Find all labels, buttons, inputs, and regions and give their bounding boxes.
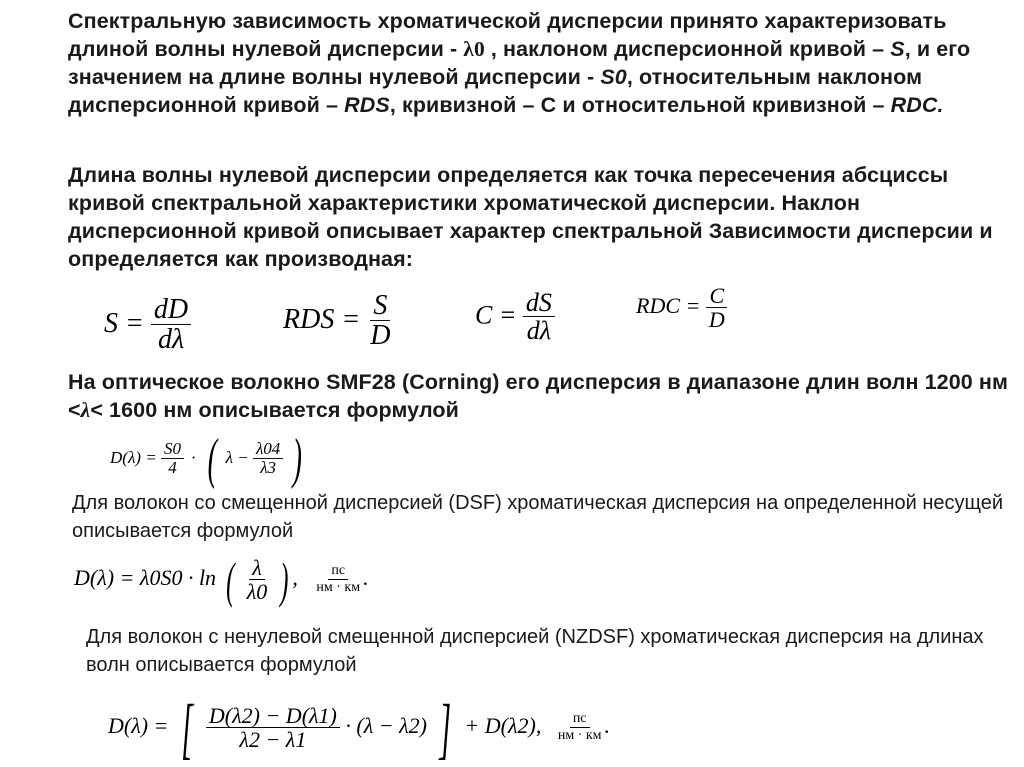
slope-symbol: S (890, 37, 905, 61)
formula-dsf-unit-num: пс (328, 564, 348, 580)
dsf-paragraph: Для волокон со смещенной дисперсией (DSF) хроматическая дисперсия на определенной несущей описывается формулой (72, 492, 1004, 542)
formula-slope-num: dD (151, 295, 191, 325)
rdc-symbol: RDC. (890, 93, 944, 117)
formula-nzdsf-mid: · (λ − λ2) (345, 713, 427, 739)
formula-smf28-mid: λ − (225, 447, 249, 467)
formula-curvature-den: dλ (526, 316, 552, 346)
formula-dsf: D(λ) = λ0S0 · ln ( $\frac{\lambda}{\lambda 0}$ ) , $\frac{пс}{нм \cdot км}$ . (74, 552, 369, 608)
intro-text-c: , и его значением на длине волны нулевой дисперсии - (68, 37, 971, 89)
formula-rdc-num: C (706, 284, 727, 308)
zero-dispersion-paragraph: Длина волны нулевой дисперсии определяется как точка пересечения абсциссы кривой спектральной характеристики хроматической дисперсии. Наклон дисперсионной кривой описывает характер спектральной Зависимости дисперсии и определяется как производная: (68, 163, 993, 271)
formula-nzdsf: D(λ) = [ $\frac{D(\lambda 2) - D(\lambda 1)}{\lambda 2 - \lambda 1}$ · (λ − λ2) ] + D(λ2), $\frac{пс}{нм \cdot км}$ . (108, 690, 611, 766)
formula-nzdsf-tail: + D(λ2), (464, 713, 542, 739)
formula-curvature-num: dS (523, 289, 555, 317)
formula-nzdsf-lhs: D(λ) = (108, 713, 169, 739)
formula-slope (104, 295, 191, 356)
formula-rds-den: D (370, 320, 391, 352)
formula-dsf-den: λ0 (246, 578, 268, 604)
formula-slope-lhs: S = (104, 308, 144, 340)
formula-curvature-lhs: C = (475, 300, 517, 330)
formula-rdc-den: D (708, 307, 725, 333)
formula-smf28: D(λ) = $\frac{S0}{4}$ · ( λ − $\frac{\lambda 04}{\lambda 3}$ ) (110, 428, 302, 490)
formula-dsf-unit-den: нм · км (316, 580, 361, 596)
formula-rdc (636, 284, 728, 332)
intro-paragraph (68, 7, 1010, 119)
formula-rds-lhs: RDS = (283, 304, 361, 336)
s0-symbol: S0 (600, 65, 627, 89)
formula-smf28-den: 4 (168, 458, 177, 478)
formula-smf28-den2: λ3 (260, 458, 277, 478)
formula-dsf-num: λ (249, 556, 265, 580)
formula-slope-den: dλ (157, 324, 185, 356)
formula-smf28-num: S0 (161, 440, 184, 459)
intro-text-b: , наклоном дисперсионной кривой – (484, 37, 891, 61)
intro-text-a: Спектральную зависимость хроматической дисперсии принято характеризовать длиной волны нулевой дисперсии - (68, 9, 947, 61)
formula-curvature (475, 289, 555, 346)
intro-text-d: , относительным наклоном дисперсионной кривой – (68, 65, 923, 117)
formula-smf28-lhs: D(λ) = (110, 447, 157, 467)
smf28-text-a: На оптическое волокно SMF28 (Corning) его дисперсия в диапазоне длин волн 1200 нм < (68, 370, 1009, 422)
formula-dsf-lhs: D(λ) = λ0S0 · ln (74, 565, 217, 591)
intro-text-e: , кривизной – C и относительной кривизной – (389, 93, 891, 117)
formula-nzdsf-den: λ2 − λ1 (239, 726, 307, 752)
rds-symbol: RDS (344, 93, 390, 117)
formula-nzdsf-unit-num: пс (570, 712, 590, 728)
smf28-text-b: < 1600 нм описывается формулой (90, 398, 459, 422)
formula-smf28-num2: λ04 (253, 440, 283, 459)
lambda-symbol: λ (80, 398, 91, 422)
formula-rdc-lhs: RDC = (636, 293, 701, 319)
lambda0-symbol: λ0 (463, 37, 485, 61)
formula-nzdsf-num: D(λ2) − D(λ1) (206, 704, 340, 728)
smf28-paragraph (68, 368, 1010, 424)
nzdsf-paragraph: Для волокон с ненулевой смещенной дисперсией (NZDSF) хроматическая дисперсия на длинах волн описывается формулой (86, 626, 984, 676)
formula-rds (283, 291, 393, 352)
formula-nzdsf-unit-den: нм · км (557, 728, 602, 744)
formula-rds-num: S (370, 291, 390, 321)
